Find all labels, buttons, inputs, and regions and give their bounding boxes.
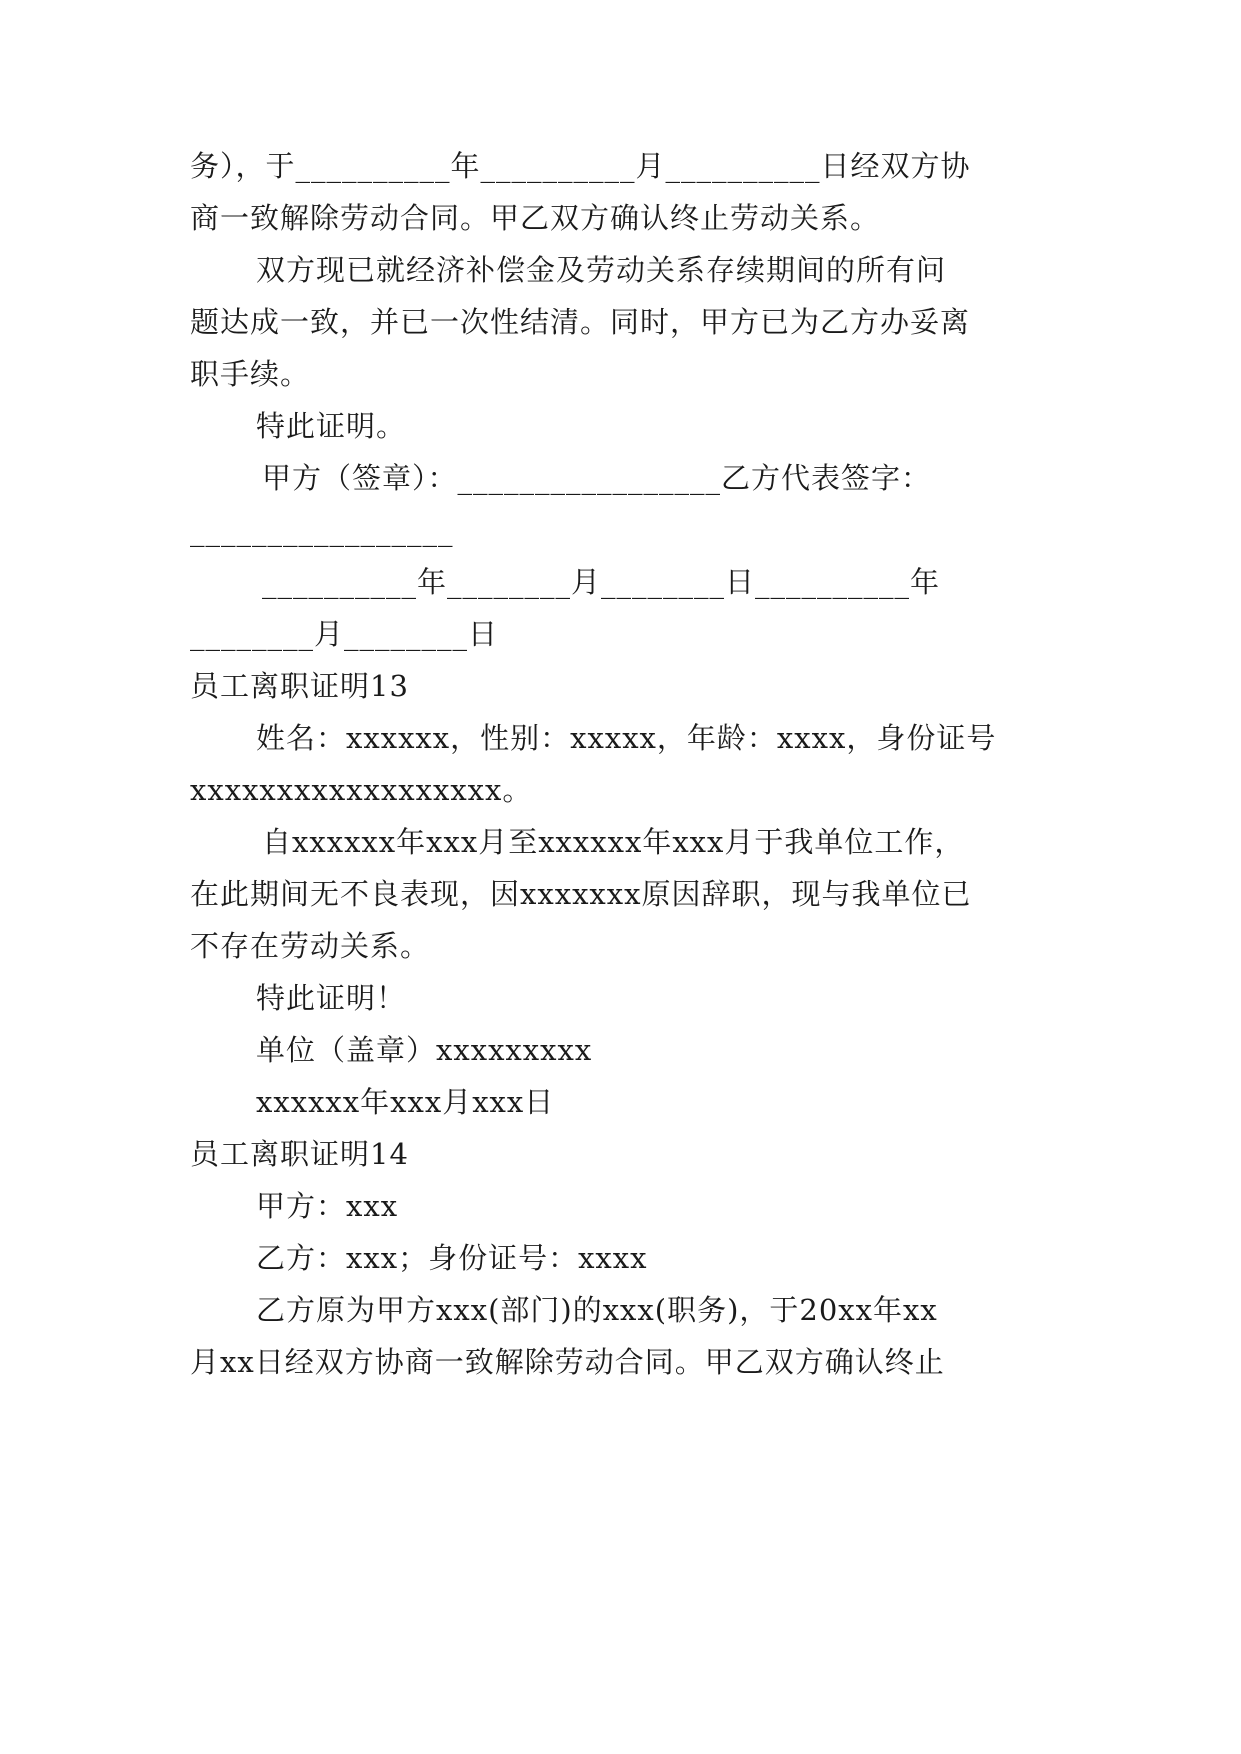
date-line: xxxxxx年xxx月xxx日: [256, 1085, 555, 1119]
paragraph-line: 题达成一致，并已一次性结清。同时，甲方已为乙方办妥离: [190, 305, 971, 339]
paragraph-line: 月xx日经双方协商一致解除劳动合同。甲乙双方确认终止: [190, 1345, 945, 1379]
signature-line: 甲方（签章）：_________________乙方代表签字：: [262, 461, 932, 495]
paragraph-line: 在此期间无不良表现，因xxxxxxx原因辞职，现与我单位已: [190, 877, 972, 911]
paragraph-line: 务），于__________年__________月__________日经双方协: [190, 149, 971, 183]
paragraph-line: 姓名：xxxxxx，性别：xxxxx，年龄：xxxx，身份证号: [256, 721, 997, 755]
paragraph-line: 甲方：xxx: [256, 1189, 399, 1223]
date-line: __________年________月________日__________年: [262, 565, 941, 599]
seal-line: 单位（盖章）xxxxxxxxx: [256, 1033, 593, 1067]
paragraph-line: 乙方原为甲方xxx(部门)的xxx(职务)，于20xx年xx: [256, 1293, 938, 1327]
section-heading: 员工离职证明14: [190, 1137, 409, 1171]
date-line: ________月________日: [190, 617, 499, 651]
paragraph-line: xxxxxxxxxxxxxxxxxx。: [190, 773, 533, 807]
paragraph-line: 职手续。: [190, 357, 311, 391]
paragraph-line: 特此证明！: [256, 981, 407, 1015]
paragraph-line: 乙方：xxx；身份证号：xxxx: [256, 1241, 648, 1275]
paragraph-line: 双方现已就经济补偿金及劳动关系存续期间的所有问: [256, 253, 947, 287]
paragraph-line: 自xxxxxx年xxx月至xxxxxx年xxx月于我单位工作，: [262, 825, 965, 859]
section-heading: 员工离职证明13: [190, 669, 409, 703]
signature-blank: _________________: [190, 513, 454, 547]
paragraph-line: 商一致解除劳动合同。甲乙双方确认终止劳动关系。: [190, 201, 881, 235]
paragraph-line: 特此证明。: [256, 409, 407, 443]
paragraph-line: 不存在劳动关系。: [190, 929, 431, 963]
